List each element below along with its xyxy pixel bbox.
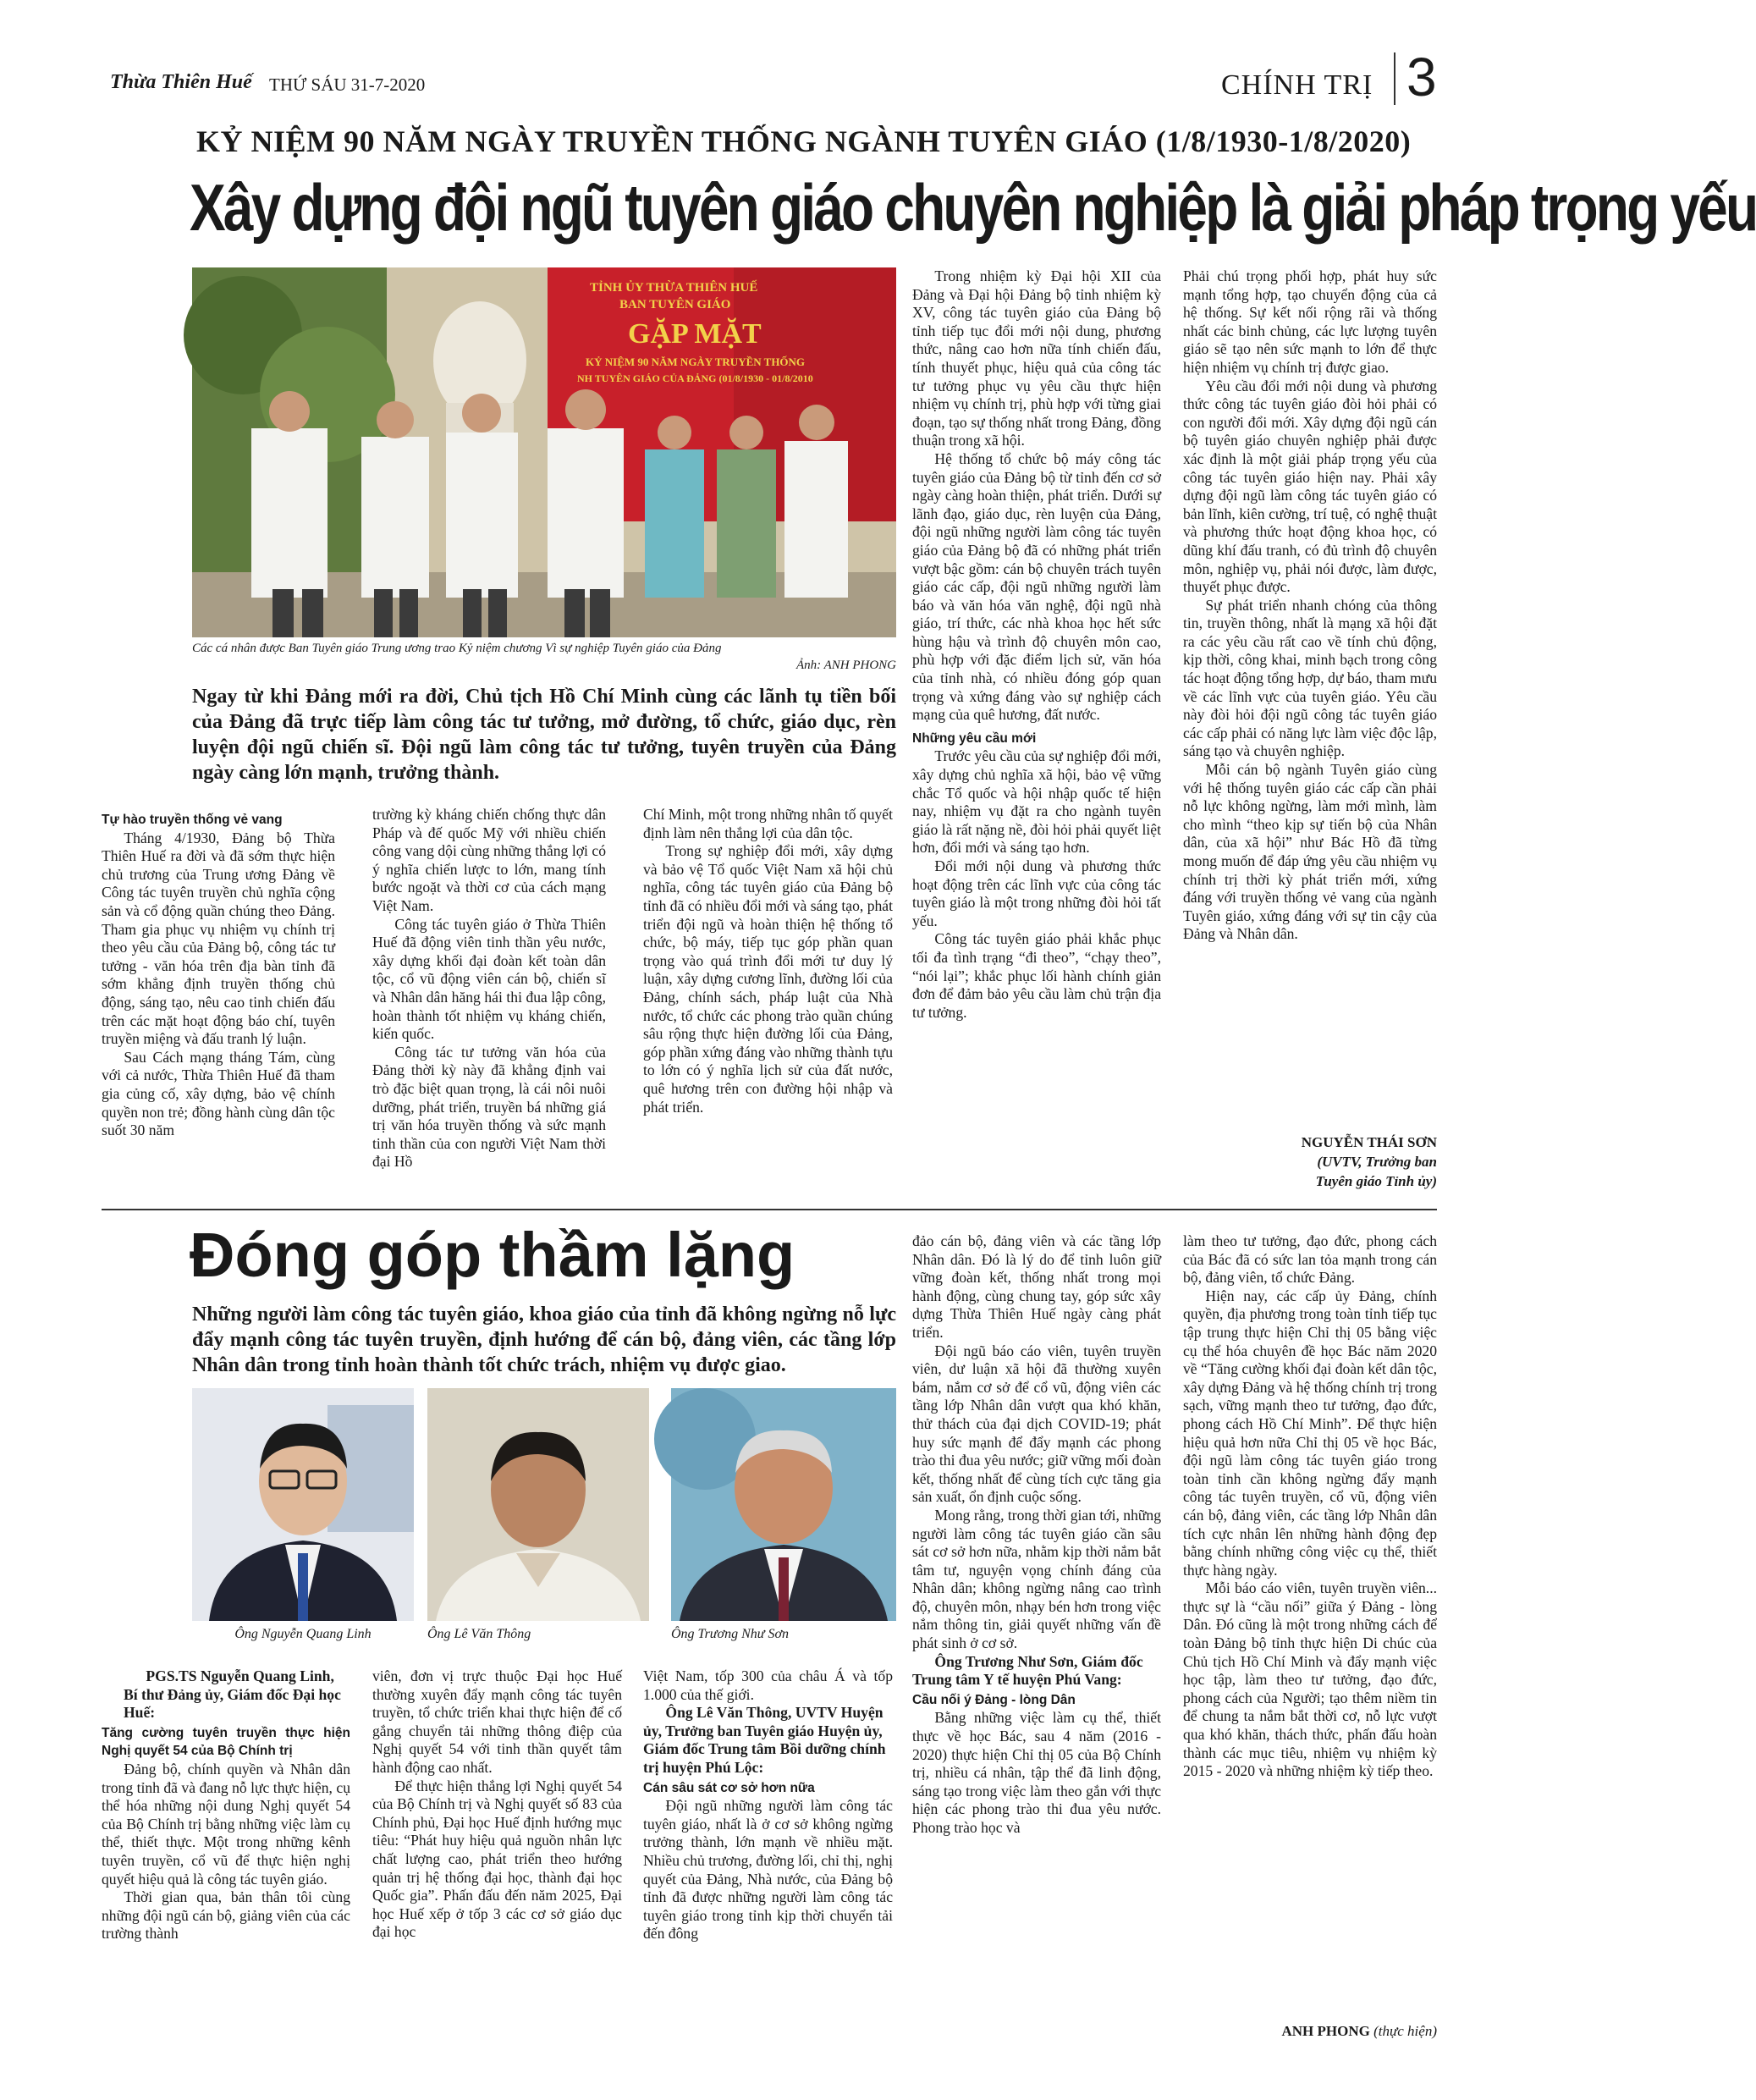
ceremony-photo [192, 267, 896, 637]
author-name: ANH PHONG [1281, 2023, 1370, 2039]
paragraph: Phải chú trọng phối hợp, phát huy sức mạnh tổng hợp, tạo chuyển động của cả hệ thống. Sự kết nối rộng rãi và thống nhất các binh chủng, các lực lượng tuyên giáo sẽ tạo nên sức mạnh to lớn để thực hiện nhiệm vụ chính trị được giao. [1183, 267, 1437, 376]
paragraph: Bằng những việc làm cụ thể, thiết thực về học Bác, sau 4 năm (2016 - 2020) thực hiện Chỉ thị 05 của Bộ Chính trị, nhiều cá nhân, tập thể đã linh động, sáng tạo trong việc làm theo gắn với thực hiện các phong trào thi đua yêu nước. Phong trào học và [912, 1709, 1161, 1836]
interviewee-intro: Ông Lê Văn Thông, UVTV Huyện ủy, Trưởng ban Tuyên giáo Huyện ủy, Giám đốc Trung tâm Bồi dưỡng chính trị huyện Phú Lộc: [643, 1704, 886, 1776]
article1-column-4 [912, 267, 1161, 1022]
article1-author-title: Tuyên giáo Tỉnh ủy) [1315, 1173, 1437, 1189]
ceremony-photo-illustration [192, 267, 896, 637]
paragraph: Thời gian qua, bản thân tôi cùng những đội ngũ cán bộ, giảng viên của các trường thành [102, 1888, 350, 1943]
paragraph: Sự phát triển nhanh chóng của thông tin, truyền thông, nhất là mạng xã hội đặt ra các yêu cầu rất cao về tính chủ động, kịp thời, công khai, minh bạch trong công tác hoạt động tổng hợp, dự báo, tham mưu về các lĩnh vực của tuyên giáo. Yêu cầu này đòi hỏi đội ngũ công tác tuyên giáo các cấp phải có năng lực làm việc độc lập, sáng tạo và chuyên nghiệp. [1183, 596, 1437, 760]
paragraph: làm theo tư tưởng, đạo đức, phong cách của Bác đã có sức lan tỏa mạnh trong cán bộ, đảng viên, tổ chức Đảng. [1183, 1232, 1437, 1287]
paragraph: Mỗi báo cáo viên, tuyên truyền viên... thực sự là “cầu nối” giữa ý Đảng - lòng Dân. Đó cũng là một trong những cách để toàn Đảng bộ tỉnh thực hiện Di chúc của Chủ tịch Hồ Chí Minh và đẩy mạnh việc học tập, làm theo tư tưởng, đạo đức, phong cách của Người; tạo thêm niềm tin để chung ta nắm bắt thời cơ, nỗ lực vượt qua khó khăn, thách thức, phấn đấu hoàn thành các mục tiêu, nhiệm vụ nhiệm kỳ 2015 - 2020 và những nhiệm kỳ tiếp theo. [1183, 1579, 1437, 1780]
paragraph: Đội ngũ những người làm công tác tuyên giáo, nhất là ở cơ sở không ngừng trưởng thành, lớn mạnh về nhiều mặt. Nhiều chủ trương, đường lối, chỉ thị, nghị quyết của Đảng, Nhà nước, của Đảng bộ tỉnh đã được những người làm công tác tuyên giáo trong tỉnh kịp thời chuyển tải đến đông [643, 1797, 893, 1943]
paragraph: Việt Nam, tốp 300 của châu Á và tốp 1.000 của thế giới. [643, 1667, 893, 1703]
article-divider [102, 1209, 1437, 1210]
paragraph: Trong sự nghiệp đổi mới, xây dựng và bảo vệ Tổ quốc Việt Nam xã hội chủ nghĩa, công tác tuyên giáo của Đảng bộ tỉnh đã có nhiều đổi mới và sáng tạo, phát triển đội ngũ và hoàn thiện hệ thống tổ chức, bộ máy, tiếp tục góp phần quan trọng vào quá trình đổi mới tư duy lý luận, xây dựng cương lĩnh, đường lối của Đảng, chính sách, pháp luật của Nhà nước, tổ chức các phong trào quần chúng sâu rộng thực hiện đường lối của Đảng, góp phần xứng đáng vào những thành tựu to lớn có ý nghĩa lịch sử của đất nước, quê hương trên con đường hội nhập và phát triển. [643, 842, 893, 1116]
portrait-caption: Ông Lê Văn Thông [427, 1627, 531, 1641]
paragraph: Sau Cách mạng tháng Tám, cùng với cả nước, Thừa Thiên Huế đã tham gia củng cố, xây dựng, bảo vệ chính quyền non trẻ; đồng hành cùng dân tộc suốt 30 năm [102, 1048, 335, 1139]
banner-line-1: TỈNH ỦY THỪA THIÊN HUẾ [590, 281, 758, 295]
article1-column-3 [643, 806, 893, 1116]
paragraph: Công tác tuyên giáo phải khắc phục tối đa tình trạng “đi theo”, “chạy theo”, “nói lại”; khắc phục lối hành chính giản đơn để đảm bảo yêu cầu làm chủ trận địa tư tưởng. [912, 930, 1161, 1021]
portrait-illustration [427, 1388, 649, 1621]
interviewee-intro: Ông Trương Như Sơn, Giám đốc Trung tâm Y tế huyện Phú Vang: [912, 1652, 1143, 1689]
paragraph: Công tác tư tưởng văn hóa của Đảng thời kỳ này đã khẳng định vai trò đặc biệt quan trọng, là cái nôi nuôi dưỡng, phát triển, truyền bá những giá trị văn hóa truyền thống và sức mạnh tinh thần của con người Việt Nam thời đại Hồ [372, 1043, 606, 1171]
interviewee-intro: PGS.TS Nguyễn Quang Linh, Bí thư Đảng ủy, Giám đốc Đại học Huế: [124, 1667, 341, 1722]
issue-date: THỨ SÁU 31-7-2020 [269, 74, 426, 95]
article2-column-3 [643, 1667, 893, 1943]
article1-column-2 [372, 806, 606, 1171]
article2-column-1 [102, 1667, 350, 1943]
page-number: 3 [1406, 47, 1437, 107]
portrait-caption: Ông Nguyễn Quang Linh [234, 1627, 372, 1641]
paragraph: Đổi mới nội dung và phương thức hoạt động trên các lĩnh vực của công tác tuyên giáo là một trong những đòi hỏi tất yếu. [912, 857, 1161, 929]
banner-line-3: GẶP MẶT [628, 318, 762, 350]
paragraph: đảo cán bộ, đảng viên và các tầng lớp Nhân dân. Đó là lý do để tỉnh luôn giữ vững đoàn kết, thống nhất trong mọi hành động, cùng chung tay, góp sức xây dựng Thừa Thiên Huế ngày càng phát triển. [912, 1232, 1161, 1341]
paragraph: trường kỳ kháng chiến chống thực dân Pháp và đế quốc Mỹ với nhiều chiến công vang dội cùng những thắng lợi có ý nghĩa chiến lược to lớn, mang tính bước ngoặt và thời cơ của cách mạng Việt Nam. [372, 806, 606, 914]
section-subhead: Những yêu cầu mới [912, 730, 1037, 746]
paragraph: Mỗi cán bộ ngành Tuyên giáo cùng với hệ thống tuyên giáo các cấp cần phải nỗ lực không ngừng, làm mới mình, làm cho mình “theo kịp sự tiến bộ của Nhân dân, của xã hội” như Bác Hồ đã từng mong muốn để đáp ứng yêu cầu nhiệm vụ chính trị thời kỳ phát triển mới, xứng đáng với truyền thống vẻ vang của ngành Tuyên giáo, xứng đáng với sự tin cậy của Đảng và Nhân dân. [1183, 761, 1437, 943]
paragraph: Trước yêu cầu của sự nghiệp đổi mới, xây dựng chủ nghĩa xã hội, bảo vệ vững chắc Tổ quốc và hội nhập quốc tế hiện nay, nhiệm vụ đặt ra cho ngành tuyên giáo là rất nặng nề, đòi hỏi phải quyết liệt hơn, đổi mới và sáng tạo hơn. [912, 747, 1161, 857]
paragraph: Hệ thống tổ chức bộ máy công tác tuyên giáo của Đảng bộ từ tỉnh đến cơ sở ngày càng hoàn thiện, phát triển. Dưới sự lãnh đạo, giáo dục, rèn luyện của Đảng, đội ngũ những người làm công tác tuyên giáo của Đảng bộ đã có những phát triển vượt bậc gồm: cán bộ chuyên trách tuyên giáo các cấp, đội ngũ những người làm báo và văn hóa văn nghệ, đội ngũ nhà giáo, trí thức, các nhà khoa học hết sức hùng hậu và trình độ chuyên môn cao, phù hợp với đặc điểm lịch sử, văn hóa của tỉnh nhà, có nhiều đóng góp quan trọng và xứng đáng vào sự nghiệp cách mạng của quê hương, đất nước. [912, 449, 1161, 724]
paragraph: Đội ngũ báo cáo viên, tuyên truyền viên, dư luận xã hội đã thường xuyên bám, nắm cơ sở để cổ vũ, động viên các tầng lớp Nhân dân vượt qua khó khăn, thử thách của đại dịch COVID-19; phát huy sức mạnh để đẩy mạnh các phong trào thi đua yêu nước; giữ vững mối đoàn kết, thống nhất để cùng tích cực tăng gia sản xuất, ổn định cuộc sống. [912, 1342, 1161, 1506]
banner-line-5: NH TUYÊN GIÁO CỦA ĐẢNG (01/8/1930 - 01/8/2010 [577, 372, 813, 384]
article2-column-2 [372, 1667, 622, 1942]
paragraph: viên, đơn vị trực thuộc Đại học Huế thường xuyên đẩy mạnh công tác tuyên truyền, tổ chức triển khai thực hiện để cố gắng chuyển tải những thông điệp của Nghị quyết 54 với tinh thần quyết tâm hành động cao nhất. [372, 1667, 622, 1776]
portrait-photo [192, 1388, 414, 1621]
portrait-illustration [671, 1388, 896, 1621]
portrait-caption: Ông Trương Như Sơn [671, 1627, 789, 1641]
portrait-photo [427, 1388, 649, 1621]
header-divider [1394, 52, 1395, 105]
section-subhead: Tăng cường tuyên truyền thực hiện Nghị quyết 54 của Bộ Chính trị [102, 1725, 350, 1759]
paragraph: Công tác tuyên giáo ở Thừa Thiên Huế đã động viên tinh thần yêu nước, xây dựng khối đại đoàn kết toàn dân tộc, cổ vũ động viên cán bộ, chiến sĩ và Nhân dân hăng hái thi đua lập công, hoàn thành tốt nhiệm vụ kháng chiến, kiến quốc. [372, 915, 606, 1043]
article-headline: Xây dựng đội ngũ tuyên giáo chuyên nghiệp là giải pháp trọng yếu [190, 170, 1756, 245]
article1-author: NGUYỄN THÁI SƠN [1301, 1134, 1437, 1150]
paragraph: Mong rằng, trong thời gian tới, những người làm công tác tuyên giáo cần sâu sát cơ sở hơn nữa, nhằm kịp thời nắm bắt tâm tư, nguyện vọng chính đáng của Nhân dân; không ngừng nâng cao trình độ, chuyên môn, nhạy bén hơn trong việc nắm thông tin, giải quyết những vấn đề phát sinh ở cơ sở. [912, 1506, 1161, 1652]
article2-headline: Đóng góp thầm lặng [190, 1220, 795, 1290]
paragraph: Trong nhiệm kỳ Đại hội XII của Đảng và Đại hội Đảng bộ tỉnh nhiệm kỳ XV, công tác tuyên giáo của Đảng bộ tỉnh tiếp tục đổi mới nội dung, phương thức, nâng cao hơn nữa tính chiến đấu, tính thuyết phục, hiệu quả của công tác tư tưởng phục vụ yêu cầu thực hiện nhiệm vụ chính trị, phù hợp với từng giai đoạn, tạo sự thống nhất trong Đảng, đồng thuận trong xã hội. [912, 267, 1161, 449]
paragraph: Yêu cầu đổi mới nội dung và phương thức công tác tuyên giáo đòi hỏi phải có con người đổi mới. Xây dựng đội ngũ cán bộ tuyên giáo chuyên nghiệp phải được xác định là một giải pháp trọng yếu của công tác tuyên giáo hiện nay. Phải xây dựng đội ngũ làm công tác tuyên giáo có bản lĩnh, kiên cường, trí tuệ, có nghệ thuật và phương thức hoạt động khoa học, có dũng khí đấu tranh, có đủ trình độ chuyên môn, nghiệp vụ, phải nói được, làm được, thuyết phục được. [1183, 377, 1437, 596]
section-subhead: Tự hào truyền thống vẻ vang [102, 813, 283, 827]
paragraph: Chí Minh, một trong những nhân tố quyết định làm nên thắng lợi của dân tộc. [643, 806, 893, 841]
author-suffix: (thực hiện) [1373, 2023, 1437, 2039]
paragraph: Đảng bộ, chính quyền và Nhân dân trong tỉnh đã và đang nỗ lực thực hiện, cụ thể hóa những nội dung Nghị quyết 54 của Bộ Chính trị bằng những việc làm cụ thể, thiết thực. Một trong những kênh tuyên truyền, cổ vũ để thực hiện nghị quyết hiệu quả là công tác tuyên giáo. [102, 1760, 350, 1888]
article2-column-5 [1183, 1232, 1437, 1781]
portrait-photo [671, 1388, 896, 1621]
photo-caption: Các cá nhân được Ban Tuyên giáo Trung ương trao Kỷ niệm chương Vì sự nghiệp Tuyên giáo của Đảng [192, 642, 722, 655]
photo-credit: Ảnh: ANH PHONG [795, 659, 896, 672]
section-subhead: Cán sâu sát cơ sở hơn nữa [643, 1780, 815, 1795]
section-name: CHÍNH TRỊ [1221, 69, 1373, 101]
article2-author [1183, 2023, 1437, 2040]
article1-column-5 [1183, 267, 1437, 944]
article2-column-4 [912, 1232, 1161, 1838]
paragraph: Tháng 4/1930, Đảng bộ Thừa Thiên Huế ra đời và đã sớm thực hiện chủ trương của Trung ương Đảng về Công tác tuyên truyền chủ nghĩa cộng sản và cổ động quần chúng theo Đảng. Tham gia phục vụ nhiệm vụ chính trị theo yêu cầu của Đảng bộ, công tác tư tưởng - văn hóa trên địa bàn tỉnh đã sớm khẳng định truyền thống chủ động, sáng tạo, nêu cao tinh chiến đấu trên các mặt hoạt động báo chí, tuyên truyền miệng và đấu tranh lý luận. [102, 829, 335, 1048]
article-lead: Ngay từ khi Đảng mới ra đời, Chủ tịch Hồ Chí Minh cùng các lãnh tụ tiền bối của Đảng đã trực tiếp làm công tác tư tưởng, mở đường, tổ chức, giáo dục, rèn luyện đội ngũ chiến sĩ. Đội ngũ làm công tác tư tưởng, tuyên truyền của Đảng ngày càng lớn mạnh, trưởng thành. [192, 686, 896, 784]
paragraph: Để thực hiện thắng lợi Nghị quyết 54 của Bộ Chính trị và Nghị quyết số 83 của Chính phủ, Đại học Huế định hướng mục tiêu: “Phát huy hiệu quả nguồn nhân lực chất lượng cao, phát triển theo hướng quản trị hệ thống đại học, thành đại học Quốc gia”. Phấn đấu đến năm 2025, Đại học Huế xếp ở tốp 3 các cơ sở giáo dục đại học [372, 1777, 622, 1941]
banner-line-4: KỶ NIỆM 90 NĂM NGÀY TRUYỀN THỐNG [586, 356, 806, 368]
article-kicker: KỶ NIỆM 90 NĂM NGÀY TRUYỀN THỐNG NGÀNH TUYÊN GIÁO (1/8/1930-1/8/2020) [196, 124, 1412, 158]
banner-line-2: BAN TUYÊN GIÁO [619, 298, 731, 311]
article1-column-1 [102, 806, 335, 1140]
section-subhead: Cầu nối ý Đảng - lòng Dân [912, 1692, 1076, 1707]
paragraph: Hiện nay, các cấp ủy Đảng, chính quyền, địa phương trong toàn tỉnh tiếp tục tập trung thực hiện Chỉ thị 05 bằng việc cụ thể hóa chuyên đề học Bác năm 2020 về “Tăng cường khối đại đoàn kết dân tộc, xây dựng Đảng và hệ thống chính trị trong sạch, vững mạnh theo tư tưởng, đạo đức, phong cách Hồ Chí Minh”. Để thực hiện hiệu quả hơn nữa Chỉ thị 05 về học Bác, đội ngũ làm công tác tuyên giáo trong toàn tỉnh cần không ngừng đẩy mạnh công tác tuyên truyền, cổ vũ, động viên cán bộ, đảng viên, các tầng lớp Nhân dân tích cực nhân lên những hành động đẹp bằng chính những công việc cụ thể, thiết thực hàng ngày. [1183, 1287, 1437, 1579]
portrait-illustration [192, 1388, 414, 1621]
article2-lead: Những người làm công tác tuyên giáo, khoa giáo của tỉnh đã không ngừng nỗ lực đẩy mạnh công tác tuyên truyền, định hướng để cán bộ, đảng viên, các tầng lớp Nhân dân trong tỉnh hoàn thành tốt chức trách, nhiệm vụ được giao. [192, 1304, 896, 1376]
paper-name: Thừa Thiên Huế [110, 71, 252, 93]
article1-author-title: (UVTV, Trưởng ban [1317, 1154, 1437, 1170]
